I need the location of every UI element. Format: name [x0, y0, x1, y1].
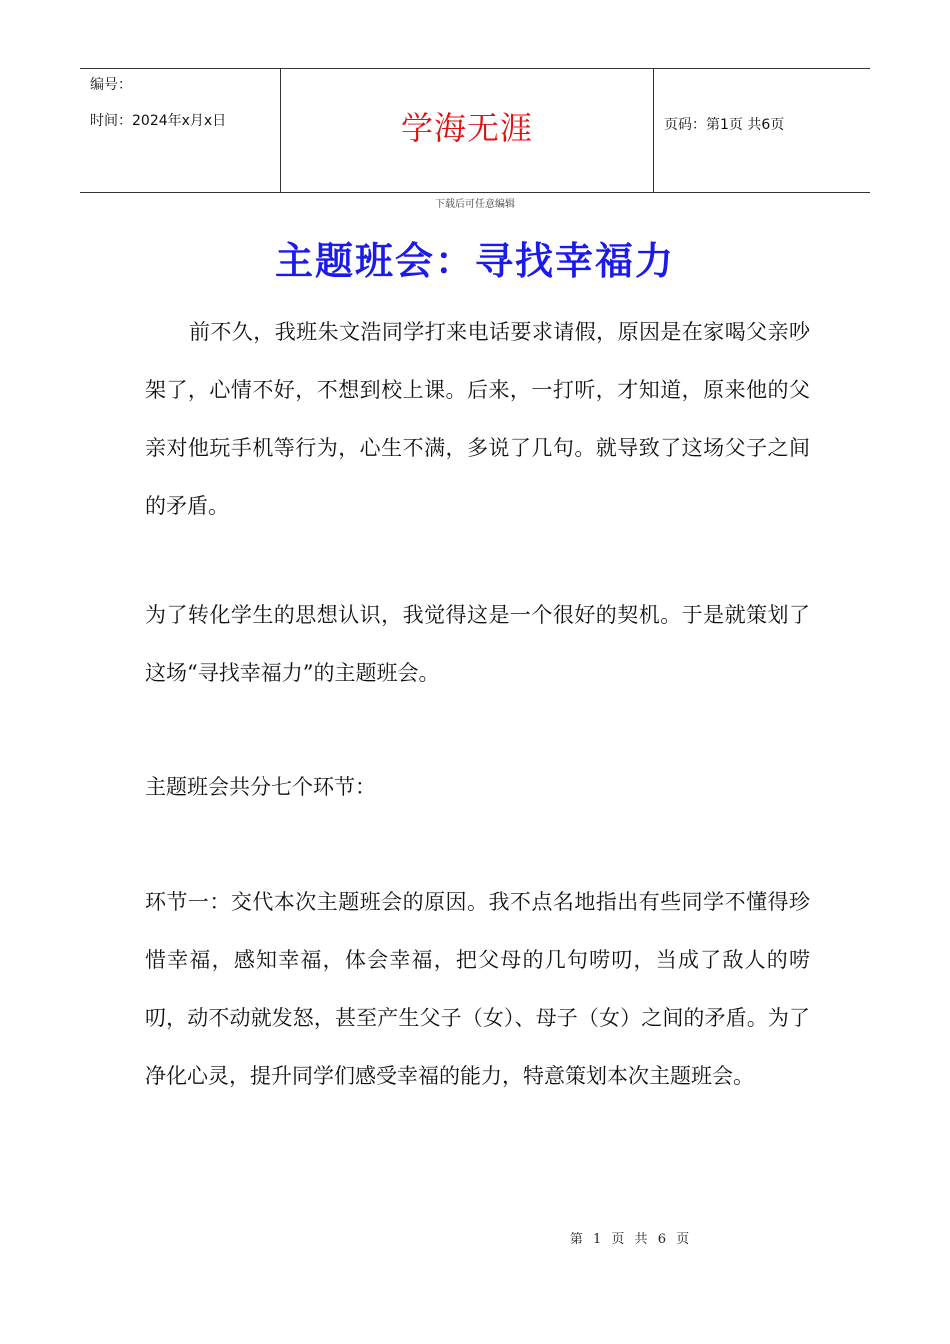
brand-title: 学海无涯 — [400, 109, 533, 147]
date-label: 时间：2024年x月x日 — [90, 113, 227, 129]
document-header-table — [80, 68, 870, 193]
header-page-label: 页码：第1页 共6页 — [664, 117, 785, 133]
serial-number-label: 编号： — [90, 77, 132, 93]
paragraph-4: 环节一：交代本次主题班会的原因。我不点名地指出有些同学不懂得珍惜幸福，感知幸福，体会幸福，把父母的几句唠叨，当成了敌人的唠叨，动不动就发怒，甚至产生父子（女）、母子（女）之间的矛盾。为了净化心灵，提升同学们感受幸福的能力，特意策划本次主题班会。 — [145, 890, 810, 1088]
paragraph-3: 主题班会共分七个环节： — [145, 775, 376, 799]
paragraph-1: 前不久，我班朱文浩同学打来电话要求请假，原因是在家喝父亲吵架了，心情不好，不想到校上课。后来，一打听，才知道，原来他的父亲对他玩手机等行为，心生不满，多说了几句。就导致了这场父子之间的矛盾。 — [145, 320, 810, 518]
paragraph-2: 为了转化学生的思想认识，我觉得这是一个很好的契机。于是就策划了这场“寻找幸福力”的主题班会。 — [145, 603, 810, 685]
header-cell-meta — [80, 69, 281, 192]
download-note: 下载后可任意编辑 — [435, 199, 515, 210]
header-cell-brand — [281, 69, 654, 192]
document-title: 主题班会：寻找幸福力 — [274, 239, 675, 283]
header-cell-page — [654, 69, 870, 192]
page-footer: 第 1 页 共 6 页 — [569, 1232, 693, 1247]
